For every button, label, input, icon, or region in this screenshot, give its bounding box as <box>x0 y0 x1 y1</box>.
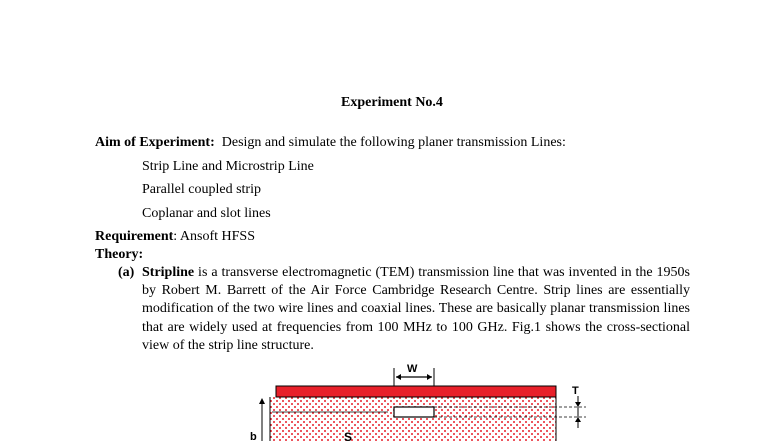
paragraph-marker: (a) <box>118 265 135 280</box>
dielectric-region <box>270 397 556 441</box>
aim-item-2: Parallel coupled strip <box>142 182 261 197</box>
requirement-line <box>95 228 255 246</box>
theory-heading: Theory: <box>95 247 144 262</box>
stripline-cross-section-figure <box>248 360 608 441</box>
page-title: Experiment No.4 <box>341 95 443 110</box>
spacing-label: b <box>250 431 257 441</box>
aim-line <box>95 134 566 152</box>
substrate-label: S <box>344 430 353 441</box>
stripline-term: Stripline <box>142 265 195 280</box>
stripline-paragraph <box>142 264 690 355</box>
aim-item-1: Strip Line and Microstrip Line <box>142 159 314 174</box>
stripline-text: is a transverse electromagnetic (TEM) transmission line that was invented in the 1950s by Robert M. Barrett of the Air Force Cambridge Research Centre. Strip lines are essentially modification of the two wire lines and coaxial lines. These are basically planar transmission lines that are widely used at frequencies from 100 MHz to 100 GHz. Fig.1 shows the cross-sectional view of the strip line structure. <box>142 265 690 353</box>
width-label: W <box>407 363 418 375</box>
thickness-label: T <box>572 385 579 397</box>
requirement-label: Requirement <box>95 229 174 244</box>
aim-item-3: Coplanar and slot lines <box>142 206 271 221</box>
requirement-text: : Ansoft HFSS <box>173 229 255 244</box>
center-strip <box>394 407 434 417</box>
aim-label: Aim of Experiment: <box>95 135 215 150</box>
aim-text: Design and simulate the following planer transmission Lines: <box>221 135 566 150</box>
top-ground-plane <box>276 386 556 397</box>
